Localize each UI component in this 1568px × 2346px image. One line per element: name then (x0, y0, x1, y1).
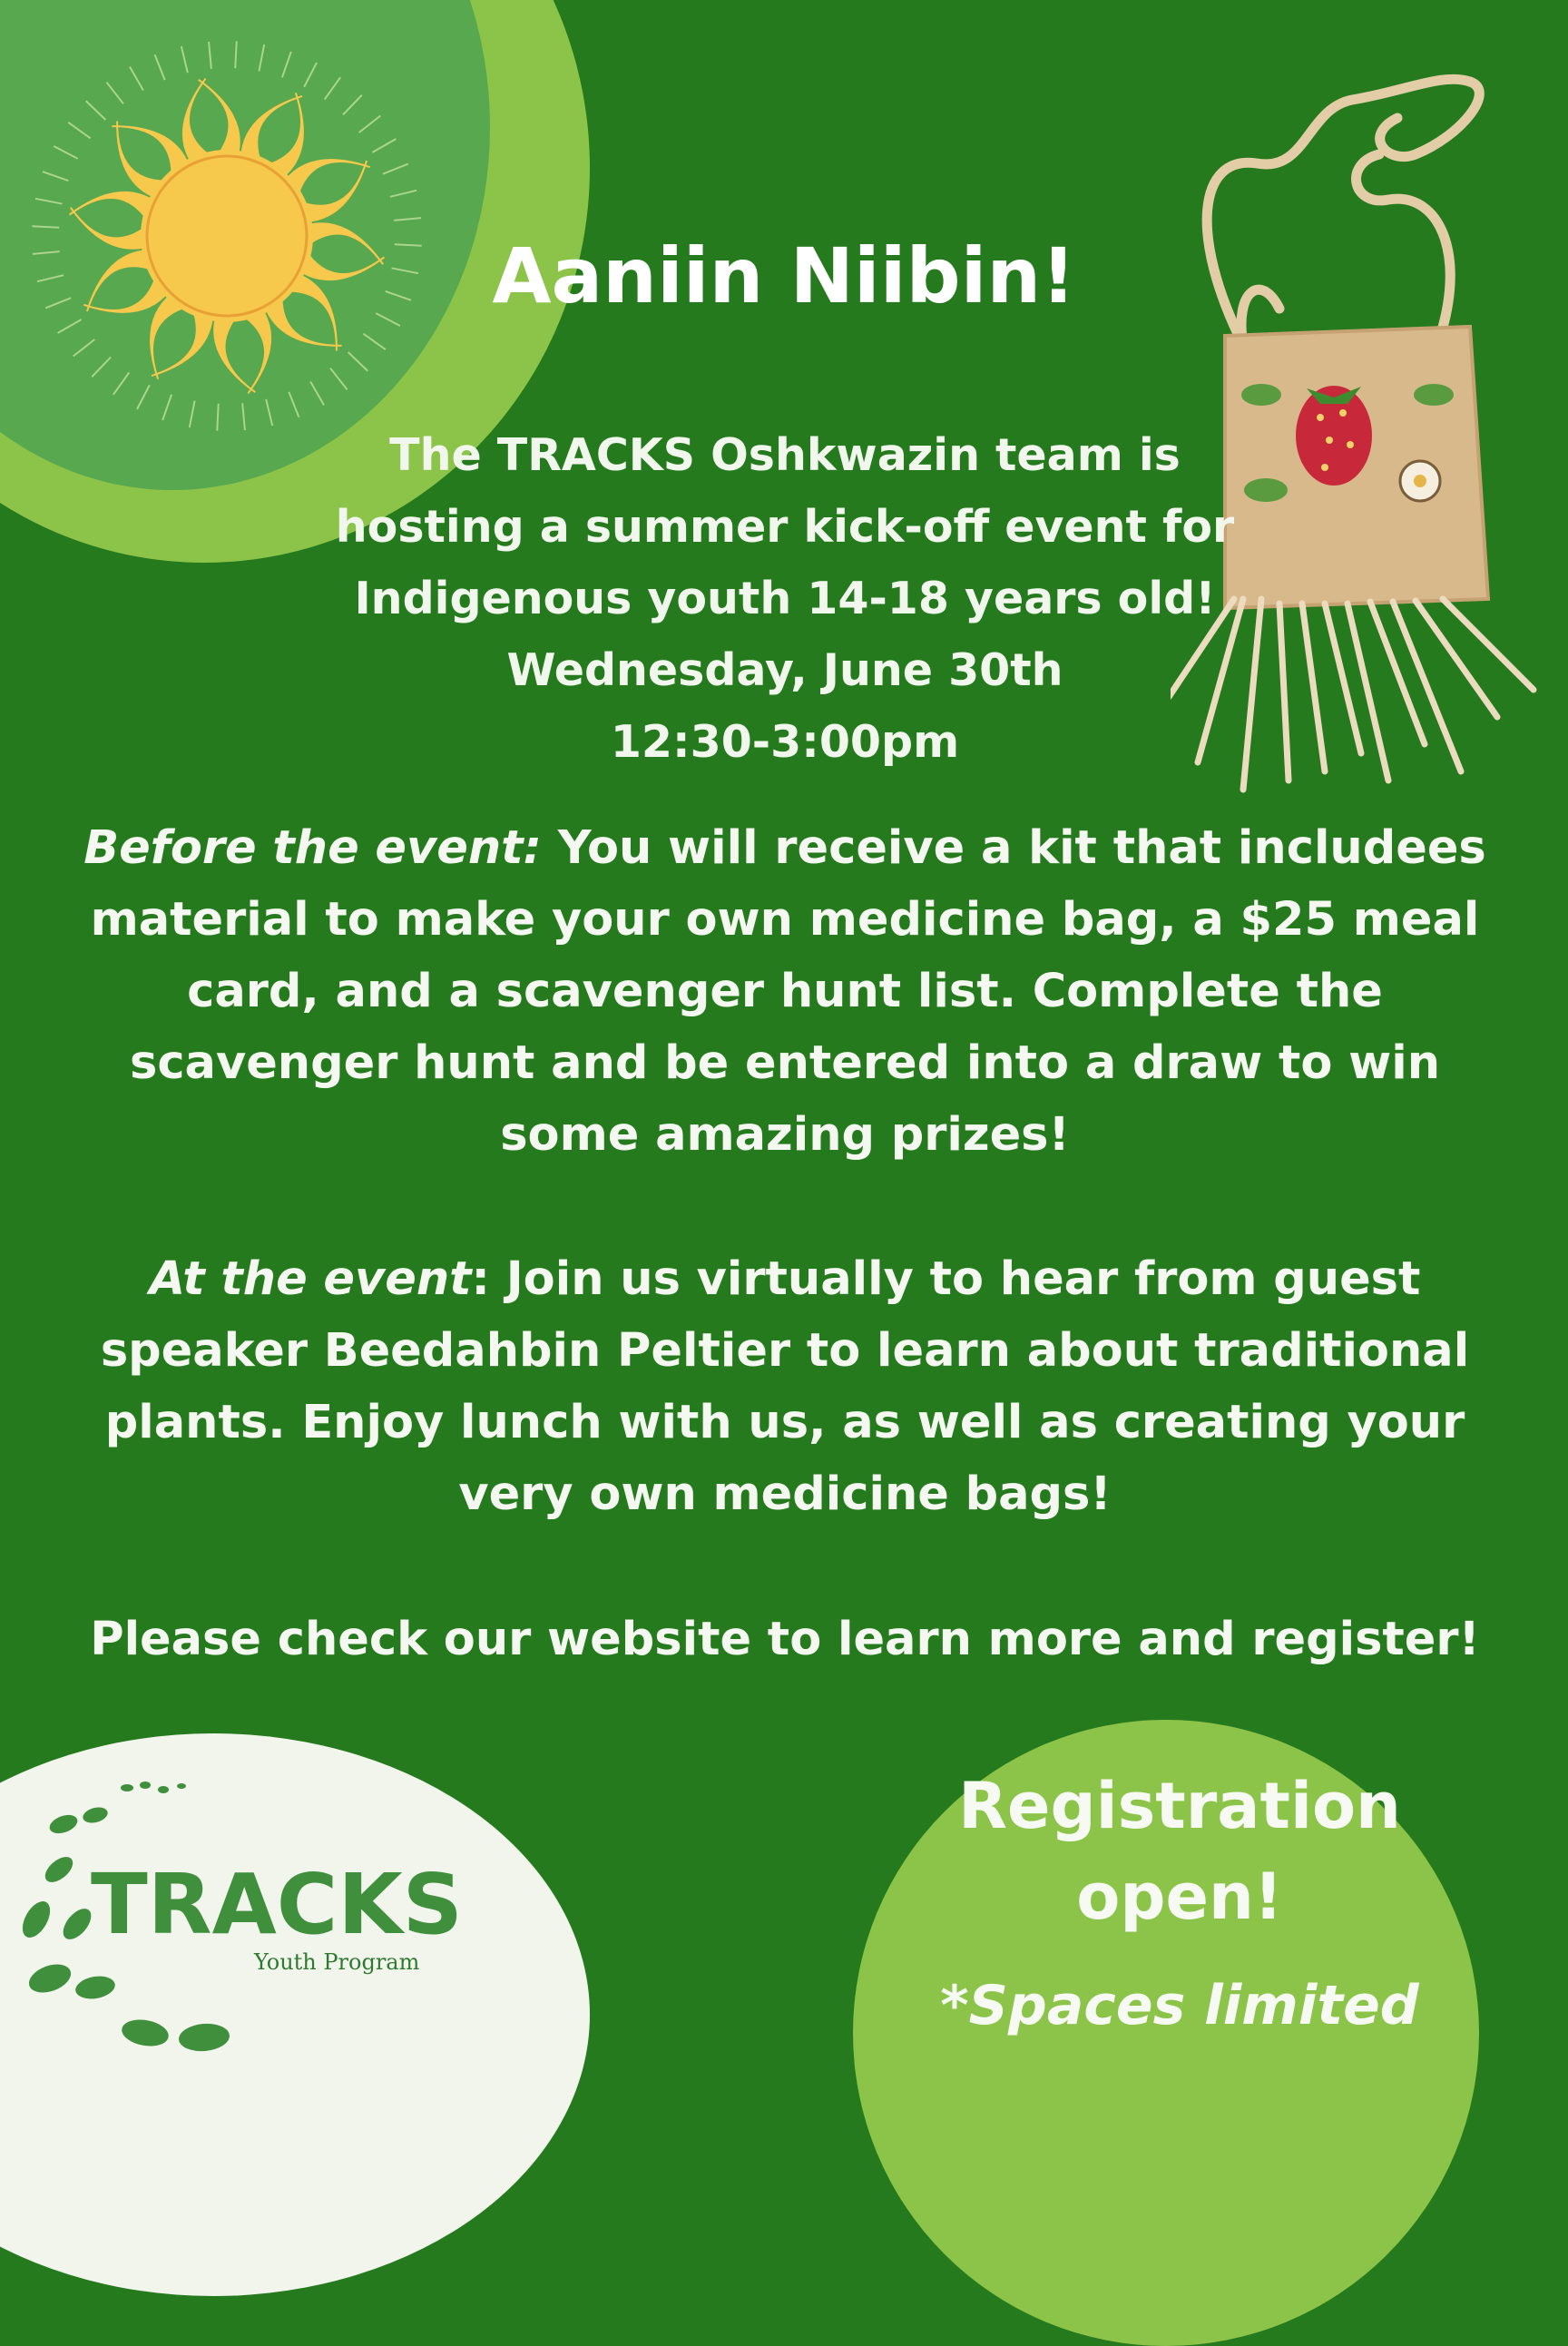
event-date: Wednesday, June 30th (506, 644, 1063, 696)
before-event-text: You will receive a kit that includees material to make your own medicine bag, a $25 meal card, and a scavenger hunt list. Complete the scavenger hunt and be entered into a draw to win some amazing prizes! (90, 821, 1486, 1162)
at-event-paragraph (64, 1243, 1506, 1530)
registration-line: open! (1076, 1860, 1283, 1934)
at-event-label: At the event (149, 1252, 472, 1306)
before-event-label: Before the event: (83, 821, 542, 875)
intro-line: The TRACKS Oshkwazin team is (389, 429, 1181, 481)
page-title: Aaniin Niibin! (492, 231, 1076, 320)
intro-line: Indigenous youth 14-18 years old! (354, 573, 1216, 624)
registration-line: Registration (958, 1769, 1401, 1843)
svg-text:Youth Program: Youth Program (254, 1949, 420, 1975)
call-to-action: Please check our website to learn more and register! (90, 1613, 1480, 1666)
tracks-logo (9, 1770, 517, 2060)
registration-heading (907, 1761, 1452, 1942)
spaces-limited-note: *Spaces limited (940, 1974, 1419, 2037)
at-event-text: : Join us virtually to hear from guest speaker Beedahbin Peltier to learn about traditional plants. Enjoy lunch with us, as well as creating your very own medicine bags! (100, 1252, 1470, 1521)
intro-line: hosting a summer kick-off event for (335, 501, 1235, 553)
before-event-paragraph (64, 812, 1506, 1171)
svg-text:TRACKS: TRACKS (91, 1856, 463, 1953)
event-intro (299, 419, 1270, 778)
event-time: 12:30-3:00pm (610, 716, 960, 768)
